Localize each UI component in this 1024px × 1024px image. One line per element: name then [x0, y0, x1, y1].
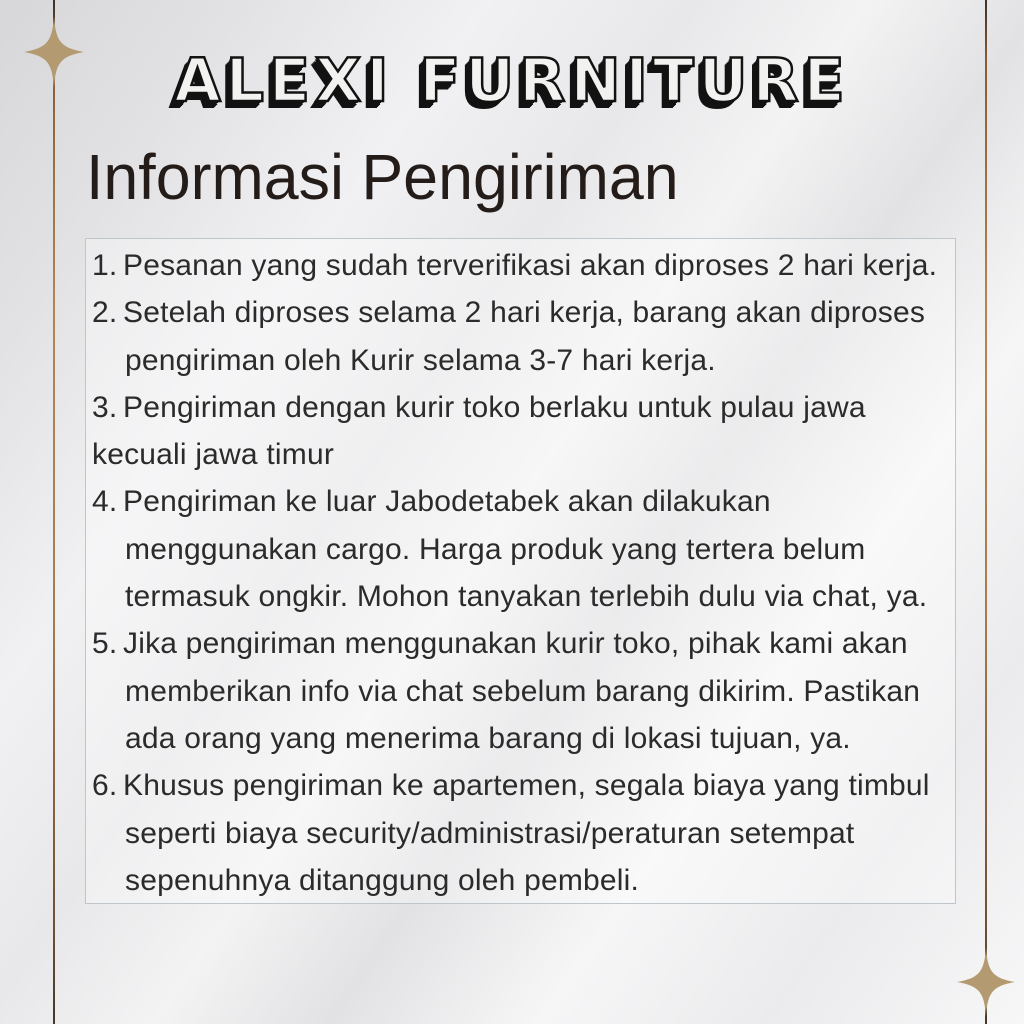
- brand-header: ALEXI FURNITURE: [174, 46, 850, 116]
- list-item-text: ada orang yang menerima barang di lokasi tujuan, ya.: [125, 721, 851, 755]
- list-item-text: pengiriman oleh Kurir selama 3-7 hari kerja.: [125, 343, 716, 377]
- list-item-line: [92, 431, 949, 478]
- list-item-text: Pengiriman ke luar Jabodetabek akan dilakukan: [123, 485, 771, 519]
- list-item-number: 6.: [92, 769, 118, 803]
- sparkle-icon-bottom-right: [957, 947, 1015, 1017]
- list-item-text: Jika pengiriman menggunakan kurir toko, pihak kami akan: [123, 627, 908, 661]
- list-item-line: [92, 242, 949, 289]
- shipping-info-box: [85, 238, 956, 904]
- list-item-line: [92, 715, 949, 762]
- list-item-line: [92, 810, 949, 857]
- list-item-text: menggunakan cargo. Harga produk yang tertera belum: [125, 532, 866, 566]
- list-item: [92, 620, 949, 762]
- list-item: [92, 478, 949, 620]
- list-item-line: [92, 573, 949, 620]
- list-item: [92, 242, 949, 289]
- list-item: [92, 762, 949, 904]
- list-item-line: [92, 526, 949, 573]
- list-item-number: 1.: [92, 249, 118, 282]
- list-item-text: Khusus pengiriman ke apartemen, segala biaya yang timbul: [123, 769, 930, 803]
- list-item-line: [92, 337, 949, 384]
- list-item-text: kecuali jawa timur: [92, 438, 335, 472]
- list-item-text: Setelah diproses selama 2 hari kerja, barang akan diproses: [123, 296, 926, 330]
- list-item-number: 2.: [92, 296, 118, 330]
- list-item-text: seperti biaya security/administrasi/peraturan setempat: [125, 816, 855, 850]
- page-title: Informasi Pengiriman: [86, 141, 679, 213]
- list-item-number: 4.: [92, 485, 118, 519]
- list-item-text: Pesanan yang sudah terverifikasi akan diproses 2 hari kerja.: [123, 249, 938, 282]
- list-item-line: [92, 857, 949, 904]
- left-accent-line: [53, 0, 55, 1024]
- list-item: [92, 384, 949, 479]
- list-item-text: Pengiriman dengan kurir toko berlaku untuk pulau jawa: [123, 390, 866, 424]
- list-item-line: [92, 620, 949, 667]
- list-item-line: [92, 762, 949, 809]
- list-item-number: 5.: [92, 627, 118, 661]
- list-item-line: [92, 478, 949, 525]
- list-item: [92, 289, 949, 384]
- right-accent-line: [985, 0, 987, 1024]
- list-item-text: termasuk ongkir. Mohon tanyakan terlebih dulu via chat, ya.: [125, 580, 928, 614]
- list-item-line: [92, 289, 949, 336]
- list-item-line: [92, 384, 949, 431]
- list-item-line: [92, 668, 949, 715]
- list-item-text: memberikan info via chat sebelum barang dikirim. Pastikan: [125, 674, 921, 708]
- list-item-number: 3.: [92, 390, 118, 424]
- list-item-text: sepenuhnya ditanggung oleh pembeli.: [125, 863, 640, 897]
